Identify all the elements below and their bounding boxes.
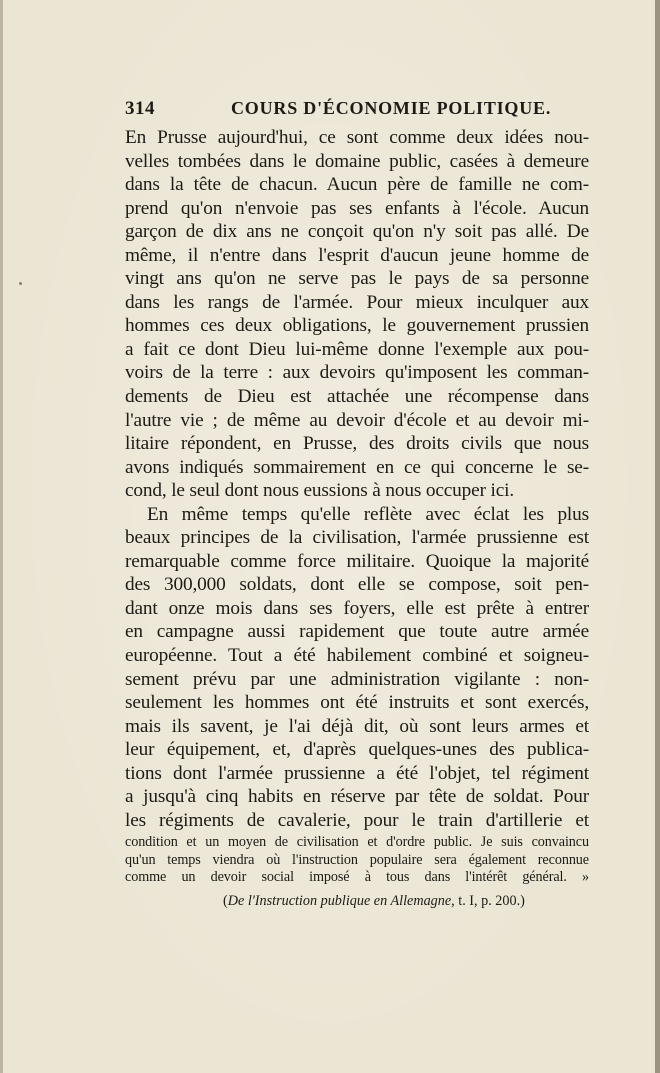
footnote-line: comme un devoir social imposé à tous dans l'intérêt général. » xyxy=(125,869,589,886)
running-head xyxy=(125,98,589,124)
footnote xyxy=(125,834,589,887)
footnote-line: qu'un temps viendra où l'instruction populaire sera également reconnue xyxy=(125,851,589,868)
text-line: l'autre vie ; de même au devoir d'école et au devoir mi- xyxy=(125,409,589,431)
main-text xyxy=(125,126,589,832)
text-line: dements de Dieu est attachée une récompense dans xyxy=(125,386,589,408)
text-line: a fait ce dont Dieu lui-même donne l'exemple aux pou- xyxy=(125,338,589,360)
text-line: les régiments de cavalerie, pour le train d'artillerie et xyxy=(125,809,589,831)
running-title: COURS D'ÉCONOMIE POLITIQUE. xyxy=(231,98,552,118)
text-line: dans la tête de chacun. Aucun père de famille ne com- xyxy=(125,174,589,196)
text-line: remarquable comme force militaire. Quoique la majorité xyxy=(125,550,589,572)
text-line: litaire répondent, en Prusse, des droits civils que nous xyxy=(125,433,589,455)
text-line: beaux principes de la civilisation, l'armée prussienne est xyxy=(125,527,589,549)
text-line: avons indiqués sommairement en ce qui concerne le se- xyxy=(125,456,589,478)
text-line: dant onze mois dans ses foyers, elle est prête à entrer xyxy=(125,597,589,619)
text-line: En Prusse aujourd'hui, ce sont comme deux idées nou- xyxy=(125,127,589,148)
footnote-source-open: ( xyxy=(223,893,228,909)
footnote-source-title: De l'Instruction publique en Allemagne xyxy=(227,893,452,909)
text-line: velles tombées dans le domaine public, casées à demeure xyxy=(125,150,589,172)
text-line: voirs de la terre : aux devoirs qu'imposent les comman- xyxy=(125,362,589,384)
footnote-source-reference: , t. I, p. 200.) xyxy=(451,893,525,909)
paragraph-start-line: En même temps qu'elle reflète avec éclat les plus xyxy=(147,503,589,525)
text-line: seulement les hommes ont été instruits et sont exercés, xyxy=(125,692,589,714)
text-line: hommes ces deux obligations, le gouvernement prussien xyxy=(125,315,589,337)
footnote-source xyxy=(223,892,525,910)
text-line: en campagne aussi rapidement que toute autre armée xyxy=(125,621,589,643)
text-line: tions dont l'armée prussienne a été l'objet, tel régiment xyxy=(125,762,589,784)
text-line: européenne. Tout a été habilement combiné et soigneu- xyxy=(125,645,589,667)
footnote-line: condition et un moyen de civilisation et d'ordre public. Je suis convaincu xyxy=(125,834,589,850)
margin-mark xyxy=(19,282,22,285)
text-line: garçon de dix ans ne conçoit qu'on n'y soit pas allé. De xyxy=(125,221,589,243)
text-line: des 300,000 soldats, dont elle se compose, soit pen- xyxy=(125,574,589,596)
page-number: 314 xyxy=(125,98,155,119)
text-line: leur équipement, et, d'après quelques-unes des publica- xyxy=(125,739,589,761)
text-line: dans les rangs de l'armée. Pour mieux inculquer aux xyxy=(125,291,589,313)
text-line: même, il n'entre dans l'esprit d'aucun jeune homme de xyxy=(125,244,589,266)
text-line: prend qu'on n'envoie pas ses enfants à l'école. Aucun xyxy=(125,197,589,219)
text-line: vingt ans qu'on ne serve pas le pays de sa personne xyxy=(125,268,589,290)
text-line: sement prévu par une administration vigilante : non- xyxy=(125,668,589,690)
paragraph-end-line: cond, le seul dont nous eussions à nous occuper ici. xyxy=(125,480,515,502)
text-line: mais ils savent, je l'ai déjà dit, où sont leurs armes et xyxy=(125,715,589,737)
text-line: a jusqu'à cinq habits en réserve par tête de soldat. Pour xyxy=(125,786,589,808)
